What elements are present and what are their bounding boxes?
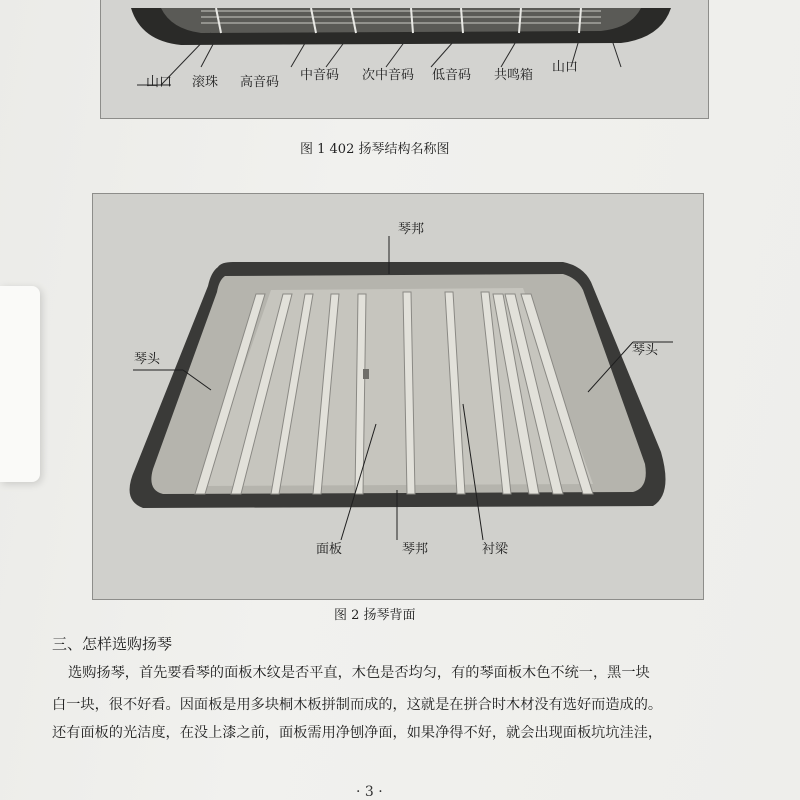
figure-2-photo xyxy=(92,193,704,600)
fig1-label-cizhongyinma: 次中音码 xyxy=(362,68,415,83)
figure-2-illustration xyxy=(93,194,703,599)
fig1-label-diyinma: 低音码 xyxy=(432,68,472,83)
fig2-label-chenliang: 衬梁 xyxy=(482,542,509,557)
paragraph-line-2: 白一块，很不好看。因面板是用多块桐木板拼制而成的，这就是在拼合时木材没有选好而造成的。 xyxy=(52,697,663,713)
fig1-label-shankou-right: 山口 xyxy=(552,60,579,75)
fig2-label-mianban: 面板 xyxy=(316,542,343,557)
figure-1-photo xyxy=(100,0,709,119)
fig2-label-qinbang-top: 琴邦 xyxy=(398,222,425,237)
fig1-label-shankou-left: 山口 xyxy=(146,75,173,90)
section-title: 三、怎样选购扬琴 xyxy=(52,635,173,653)
page-number: · 3 · xyxy=(356,784,383,800)
fig1-label-gunzhu: 滚珠 xyxy=(192,75,219,90)
figure-2-caption: 图 2 扬琴背面 xyxy=(334,608,416,623)
fig1-label-gongmingxiang: 共鸣箱 xyxy=(494,68,534,83)
paragraph-line-1: 选购扬琴，首先要看琴的面板木纹是否平直，木色是否均匀，有的琴面板木色不统一，黑一块 xyxy=(68,665,650,681)
fig2-label-qintou-left: 琴头 xyxy=(134,352,161,367)
fig2-label-qintou-right: 琴头 xyxy=(632,343,659,358)
fig1-label-zhongyinma: 中音码 xyxy=(300,68,340,83)
fig1-label-gaoyinma: 高音码 xyxy=(240,75,280,90)
paragraph-line-3: 还有面板的光洁度，在没上漆之前，面板需用净刨净面，如果净得不好，就会出现面板坑坑洼洼， xyxy=(52,725,663,741)
fig2-label-qinbang-bottom: 琴邦 xyxy=(402,542,429,557)
figure-1-caption: 图 1 402 扬琴结构名称图 xyxy=(300,142,450,157)
figure-1-illustration xyxy=(101,0,708,118)
foreground-paper-edge xyxy=(0,286,40,482)
